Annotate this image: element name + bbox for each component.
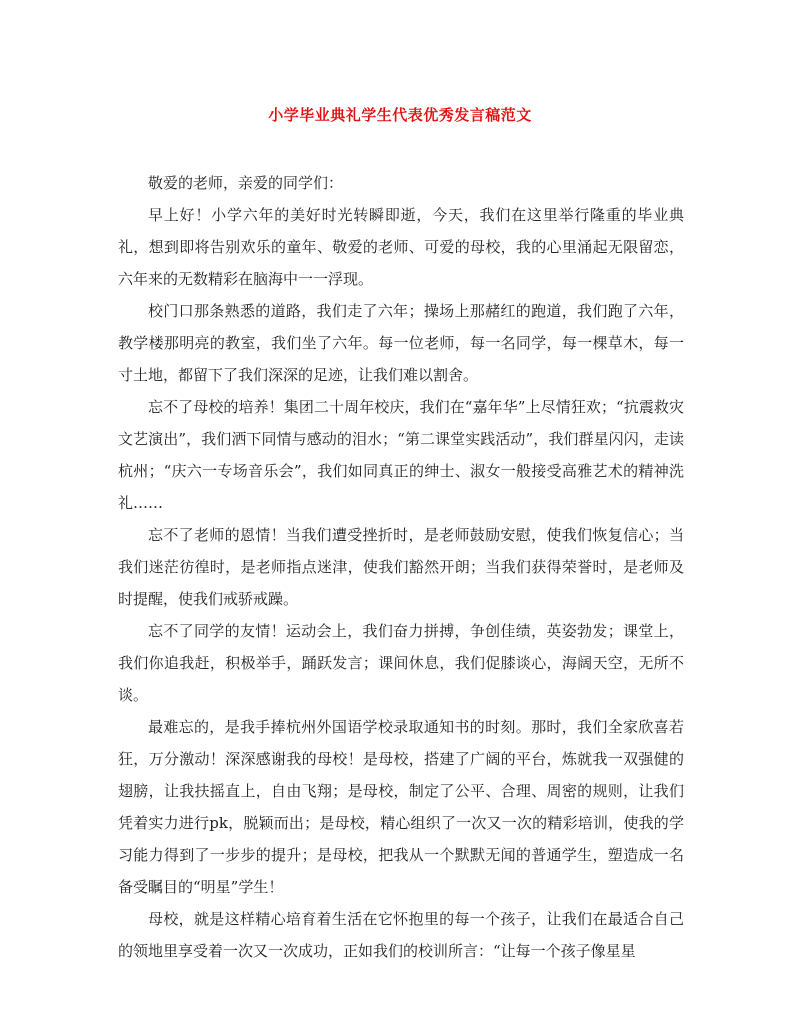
- paragraph-teachers: 忘不了老师的恩情！当我们遭受挫折时，是老师鼓励安慰，使我们恢复信心；当我们迷茫彷徨时，是老师指点迷津，使我们豁然开朗；当我们获得荣誉时，是老师及时提醒，使我们戒骄戒躁。: [118, 526, 684, 608]
- document-body: [118, 167, 684, 967]
- document-title: 小学毕业典礼学生代表优秀发言稿范文: [268, 106, 532, 124]
- paragraph-opening: 早上好！小学六年的美好时光转瞬即逝，今天，我们在这里举行隆重的毕业典礼，想到即将告别欢乐的童年、敬爱的老师、可爱的母校，我的心里涌起无限留恋，六年来的无数精彩在脑海中一一浮现。: [118, 206, 684, 288]
- paragraph-classmates: 忘不了同学的友情！运动会上，我们奋力拼搏，争创佳绩，英姿勃发；课堂上，我们你追我赶，积极举手，踊跃发言；课间休息，我们促膝谈心，海阔天空，无所不谈。: [118, 622, 684, 704]
- paragraph-admission: 最难忘的，是我手捧杭州外国语学校录取通知书的时刻。那时，我们全家欣喜若狂，万分激动！深深感谢我的母校！是母校，搭建了广阔的平台，炼就我一双强健的翅膀，让我扶摇直上，自由飞翔；是母校，制定了公平、合理、周密的规则，让我们凭着实力进行pk，脱颖而出；是母校，精心组织了一次又一次的精彩培训，使我的学习能力得到了一步步的提升；是母校，把我从一个默默无闻的普通学生，塑造成一名备受瞩目的“明星”学生！: [118, 718, 684, 896]
- paragraph-greeting: 敬爱的老师，亲爱的同学们：: [148, 174, 344, 192]
- paragraph-campus: 校门口那条熟悉的道路，我们走了六年；操场上那赭红的跑道，我们跑了六年，教学楼那明亮的教室，我们坐了六年。每一位老师，每一名同学，每一棵草木，每一寸土地，都留下了我们深深的足迹，让我们难以割舍。: [118, 302, 684, 384]
- paragraph-motto: 母校，就是这样精心培育着生活在它怀抱里的每一个孩子，让我们在最适合自己的领地里享受着一次又一次成功，正如我们的校训所言：“让每一个孩子像星星: [118, 910, 684, 960]
- paragraph-school: 忘不了母校的培养！集团二十周年校庆，我们在“嘉年华”上尽情狂欢；“抗震救灾文艺演出”，我们洒下同情与感动的泪水；“第二课堂实践活动”，我们群星闪闪，走读杭州；“庆六一专场音乐会”，我们如同真正的绅士、淑女一般接受高雅艺术的精神洗礼……: [118, 398, 684, 512]
